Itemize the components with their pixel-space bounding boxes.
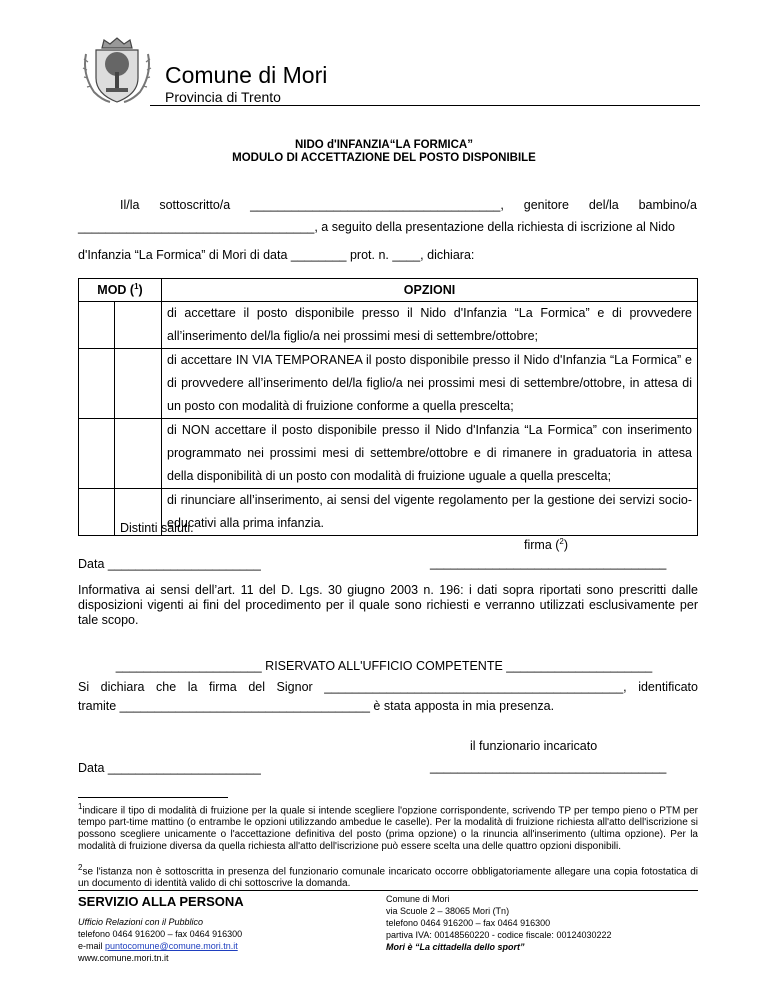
intro-line-2[interactable]: __________________________________, a seguito della presentazione della richiesta di iscrizione al Nido	[78, 220, 675, 234]
option-checkbox-ptm[interactable]	[115, 419, 162, 489]
options-table	[78, 278, 698, 536]
footer-tax-info: partiva IVA: 00148560220 - codice fiscale: 00124030222	[386, 930, 612, 940]
comune-title: Comune di Mori	[165, 62, 328, 88]
document-subtitle: MODULO DI ACCETTAZIONE DEL POSTO DISPONIBILE	[232, 152, 536, 164]
document-title: NIDO d'INFANZIA“LA FORMICA”	[295, 139, 473, 151]
footer-motto: Mori è “La cittadella dello sport”	[386, 942, 525, 952]
footnote-2: $^2$se l'istanza non è sottoscritta in presenza del funzionario comunale incaricato occorre obbligatoriamente allegare una copia fotostatica di un documento di identità valido di chi sottoscrive la domanda.	[78, 863, 698, 890]
intro-word: del/la	[588, 198, 619, 212]
office-date-field[interactable]: Data ______________________	[78, 761, 261, 775]
option-checkbox-ptm[interactable]	[115, 349, 162, 419]
comune-coat-of-arms-logo	[80, 34, 154, 106]
footer-address: via Scuole 2 – 38065 Mori (Tn)	[386, 906, 510, 916]
footer-phone: telefono 0464 916200 – fax 0464 916300	[78, 929, 243, 939]
footer-email: e-mail puntocomune@comune.mori.tn.it	[78, 941, 238, 951]
mod-column-header: MOD ($^1$)	[79, 279, 162, 302]
footer-divider	[78, 890, 698, 891]
official-label: il funzionario incaricato	[470, 739, 598, 753]
provincia-subtitle: Provincia di Trento	[165, 89, 281, 105]
closing-greeting: Distinti saluti.	[120, 521, 194, 535]
header-divider	[150, 105, 700, 106]
intro-word: genitore	[523, 198, 569, 212]
footer-department: SERVIZIO ALLA PERSONA	[78, 894, 244, 909]
intro-line-3[interactable]: d'Infanzia “La Formica” di Mori di data ________ prot. n. ____, dichiara:	[78, 248, 475, 262]
intro-word: sottoscritto/a	[159, 198, 231, 212]
footer-office: Ufficio Relazioni con il Pubblico	[78, 917, 204, 927]
date-field[interactable]: Data ______________________	[78, 557, 261, 571]
option-checkbox-tp[interactable]	[79, 489, 115, 536]
footer-comune: Comune di Mori	[386, 894, 450, 904]
footer-contacts: telefono 0464 916200 – fax 0464 916300	[386, 918, 551, 928]
table-row	[79, 302, 698, 349]
footnote-divider	[78, 797, 228, 798]
intro-word: bambino/a	[638, 198, 697, 212]
official-signature-field[interactable]: __________________________________	[430, 760, 667, 774]
signature-label: firma ($^2$)	[524, 537, 569, 553]
parent-name-blank[interactable]: ____________________________________,	[250, 198, 504, 212]
option-checkbox-tp[interactable]	[79, 419, 115, 489]
privacy-notice: Informativa ai sensi dell’art. 11 del D. Lgs. 30 giugno 2003 n. 196: i dati sopra riportati sono prescritti dalle disposizioni vigenti ai fini del procedimento per il quale sono richiesti e verranno utilizzati esclusivamente per tale scopo.	[78, 583, 698, 627]
email-link[interactable]: puntocomune@comune.mori.tn.it	[105, 941, 238, 951]
office-reserved-heading: _____________________ RISERVATO ALL'UFFICIO COMPETENTE _____________________	[115, 659, 653, 673]
option-text: di accettare IN VIA TEMPORANEA il posto disponibile presso il Nido d'Infanzia “La Formica” e di provvedere all’inserimento del/la figlio/a nei prossimi mesi di settembre/ottobre, in attesa di un posto con modalità di fruizione conforme a quella prescelta;	[162, 349, 698, 419]
option-text: di rinunciare all’inserimento, ai sensi del vigente regolamento per la gestione dei servizi socio-educativi alla prima infanzia.	[162, 489, 698, 536]
intro-word: Il/la	[120, 198, 140, 212]
signature-field[interactable]: __________________________________	[430, 556, 667, 570]
table-row	[79, 419, 698, 489]
footnote-1: $^1$indicare il tipo di modalità di fruizione per la quale si intende scegliere l'opzione corrispondente, scrivendo TP per tempo pieno o PTM per tempo part-time mattino (o entrambe le opzioni utilizzando ambedue le caselle). Per la modalità di fruizione richiesta all'atto dell'iscrizione si possono scegliere unicamente o l'accettazione definitiva del posto (prima opzione) o la rinuncia all'inserimento (ultima opzione). Per la modalità di fruizione diversa da quella richiesta all'atto dell'iscrizione può essere scelta una delle quattro opzioni disponibili.	[78, 802, 698, 853]
table-row	[79, 349, 698, 419]
table-header-row	[79, 279, 698, 302]
options-column-header: OPZIONI	[162, 279, 698, 302]
option-checkbox-ptm[interactable]	[115, 302, 162, 349]
option-text: di NON accettare il posto disponibile presso il Nido d'Infanzia “La Formica” con inserimento programmato nei prossimi mesi di settembre/ottobre e di rimanere in graduatoria in attesa della disponibilità di un posto con modalità di fruizione uguale a quella prescelta;	[162, 419, 698, 489]
option-checkbox-tp[interactable]	[79, 302, 115, 349]
signor-name-blank[interactable]: ___________________________________________,	[324, 680, 627, 694]
option-text: di accettare il posto disponibile presso il Nido d'Infanzia “La Formica” e di provvedere all’inserimento del/la figlio/a nei prossimi mesi di settembre/ottobre;	[162, 302, 698, 349]
declaration-line-1: Si dichiara che la firma del Signor ___________________________________________, identificato	[78, 680, 698, 694]
declaration-line-2[interactable]: tramite ____________________________________ è stata apposta in mia presenza.	[78, 699, 555, 713]
option-checkbox-tp[interactable]	[79, 349, 115, 419]
intro-line-1	[120, 198, 697, 212]
footer-website-link[interactable]: www.comune.mori.tn.it	[78, 953, 169, 963]
